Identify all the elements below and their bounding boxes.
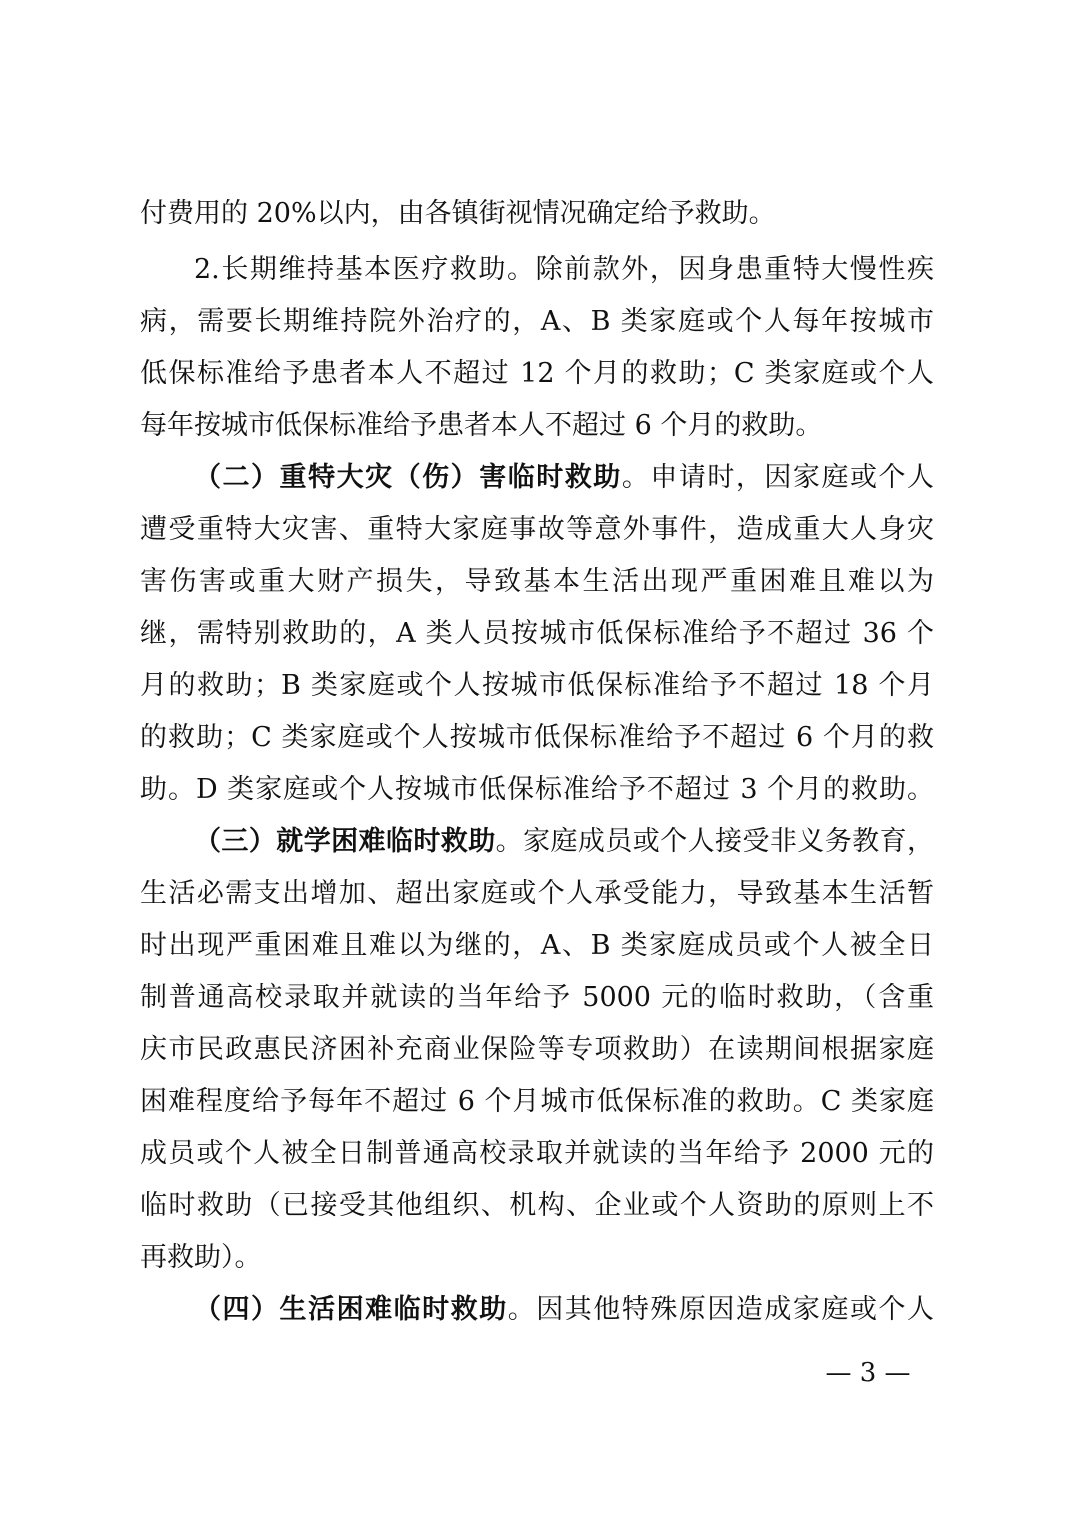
section-heading-line <box>194 822 934 862</box>
section-heading: （三）就学困难临时救助 <box>194 826 496 857</box>
text-line: 害伤害或重大财产损失，导致基本生活出现严重困难且难以为 <box>140 566 934 597</box>
text-line: 遭受重特大灾害、重特大家庭事故等意外事件，造成重大人身灾 <box>140 514 934 545</box>
section-text: 。家庭成员或个人接受非义务教育， <box>495 826 934 857</box>
text-line: 低保标准给予患者本人不超过 12 个月的救助；C 类家庭或个人 <box>140 358 934 389</box>
text-line: 成员或个人被全日制普通高校录取并就读的当年给予 2000 元的 <box>140 1138 934 1169</box>
text-line: 的救助；C 类家庭或个人按城市低保标准给予不超过 6 个月的救 <box>140 722 934 753</box>
section-text: 。因其他特殊原因造成家庭或个人 <box>507 1294 934 1325</box>
section-heading: （四）生活困难临时救助 <box>194 1294 508 1325</box>
text-line: 生活必需支出增加、超出家庭或个人承受能力，导致基本生活暂 <box>140 878 934 909</box>
text-line: 困难程度给予每年不超过 6 个月城市低保标准的救助。C 类家庭 <box>140 1086 934 1117</box>
section-text: 。申请时，因家庭或个人 <box>621 462 934 493</box>
text-line: 庆市民政惠民济困补充商业保险等专项救助）在读期间根据家庭 <box>140 1034 934 1065</box>
section-heading-line <box>194 458 934 498</box>
page-number: — 3 — <box>825 1358 911 1388</box>
section-heading: （二）重特大灾（伤）害临时救助 <box>194 462 622 493</box>
text-line: 时出现严重困难且难以为继的，A、B 类家庭成员或个人被全日 <box>140 930 934 961</box>
section-heading-line <box>194 1290 934 1330</box>
text-line: 再救助）。 <box>140 1242 262 1273</box>
text-line: 制普通高校录取并就读的当年给予 5000 元的临时救助，（含重 <box>140 982 934 1013</box>
text-line: 助。D 类家庭或个人按城市低保标准给予不超过 3 个月的救助。 <box>140 774 934 805</box>
text-line: 付费用的 20%以内，由各镇街视情况确定给予救助。 <box>140 198 776 229</box>
text-line: 月的救助；B 类家庭或个人按城市低保标准给予不超过 18 个月 <box>140 670 934 701</box>
text-line: 每年按城市低保标准给予患者本人不超过 6 个月的救助。 <box>140 410 823 441</box>
text-line: 继，需特别救助的，A 类人员按城市低保标准给予不超过 36 个 <box>140 618 934 649</box>
text-line: 临时救助（已接受其他组织、机构、企业或个人资助的原则上不 <box>140 1190 934 1221</box>
text-line: 病，需要长期维持院外治疗的，A、B 类家庭或个人每年按城市 <box>140 306 934 337</box>
text-line: 2.长期维持基本医疗救助。除前款外，因身患重特大慢性疾 <box>194 254 934 285</box>
